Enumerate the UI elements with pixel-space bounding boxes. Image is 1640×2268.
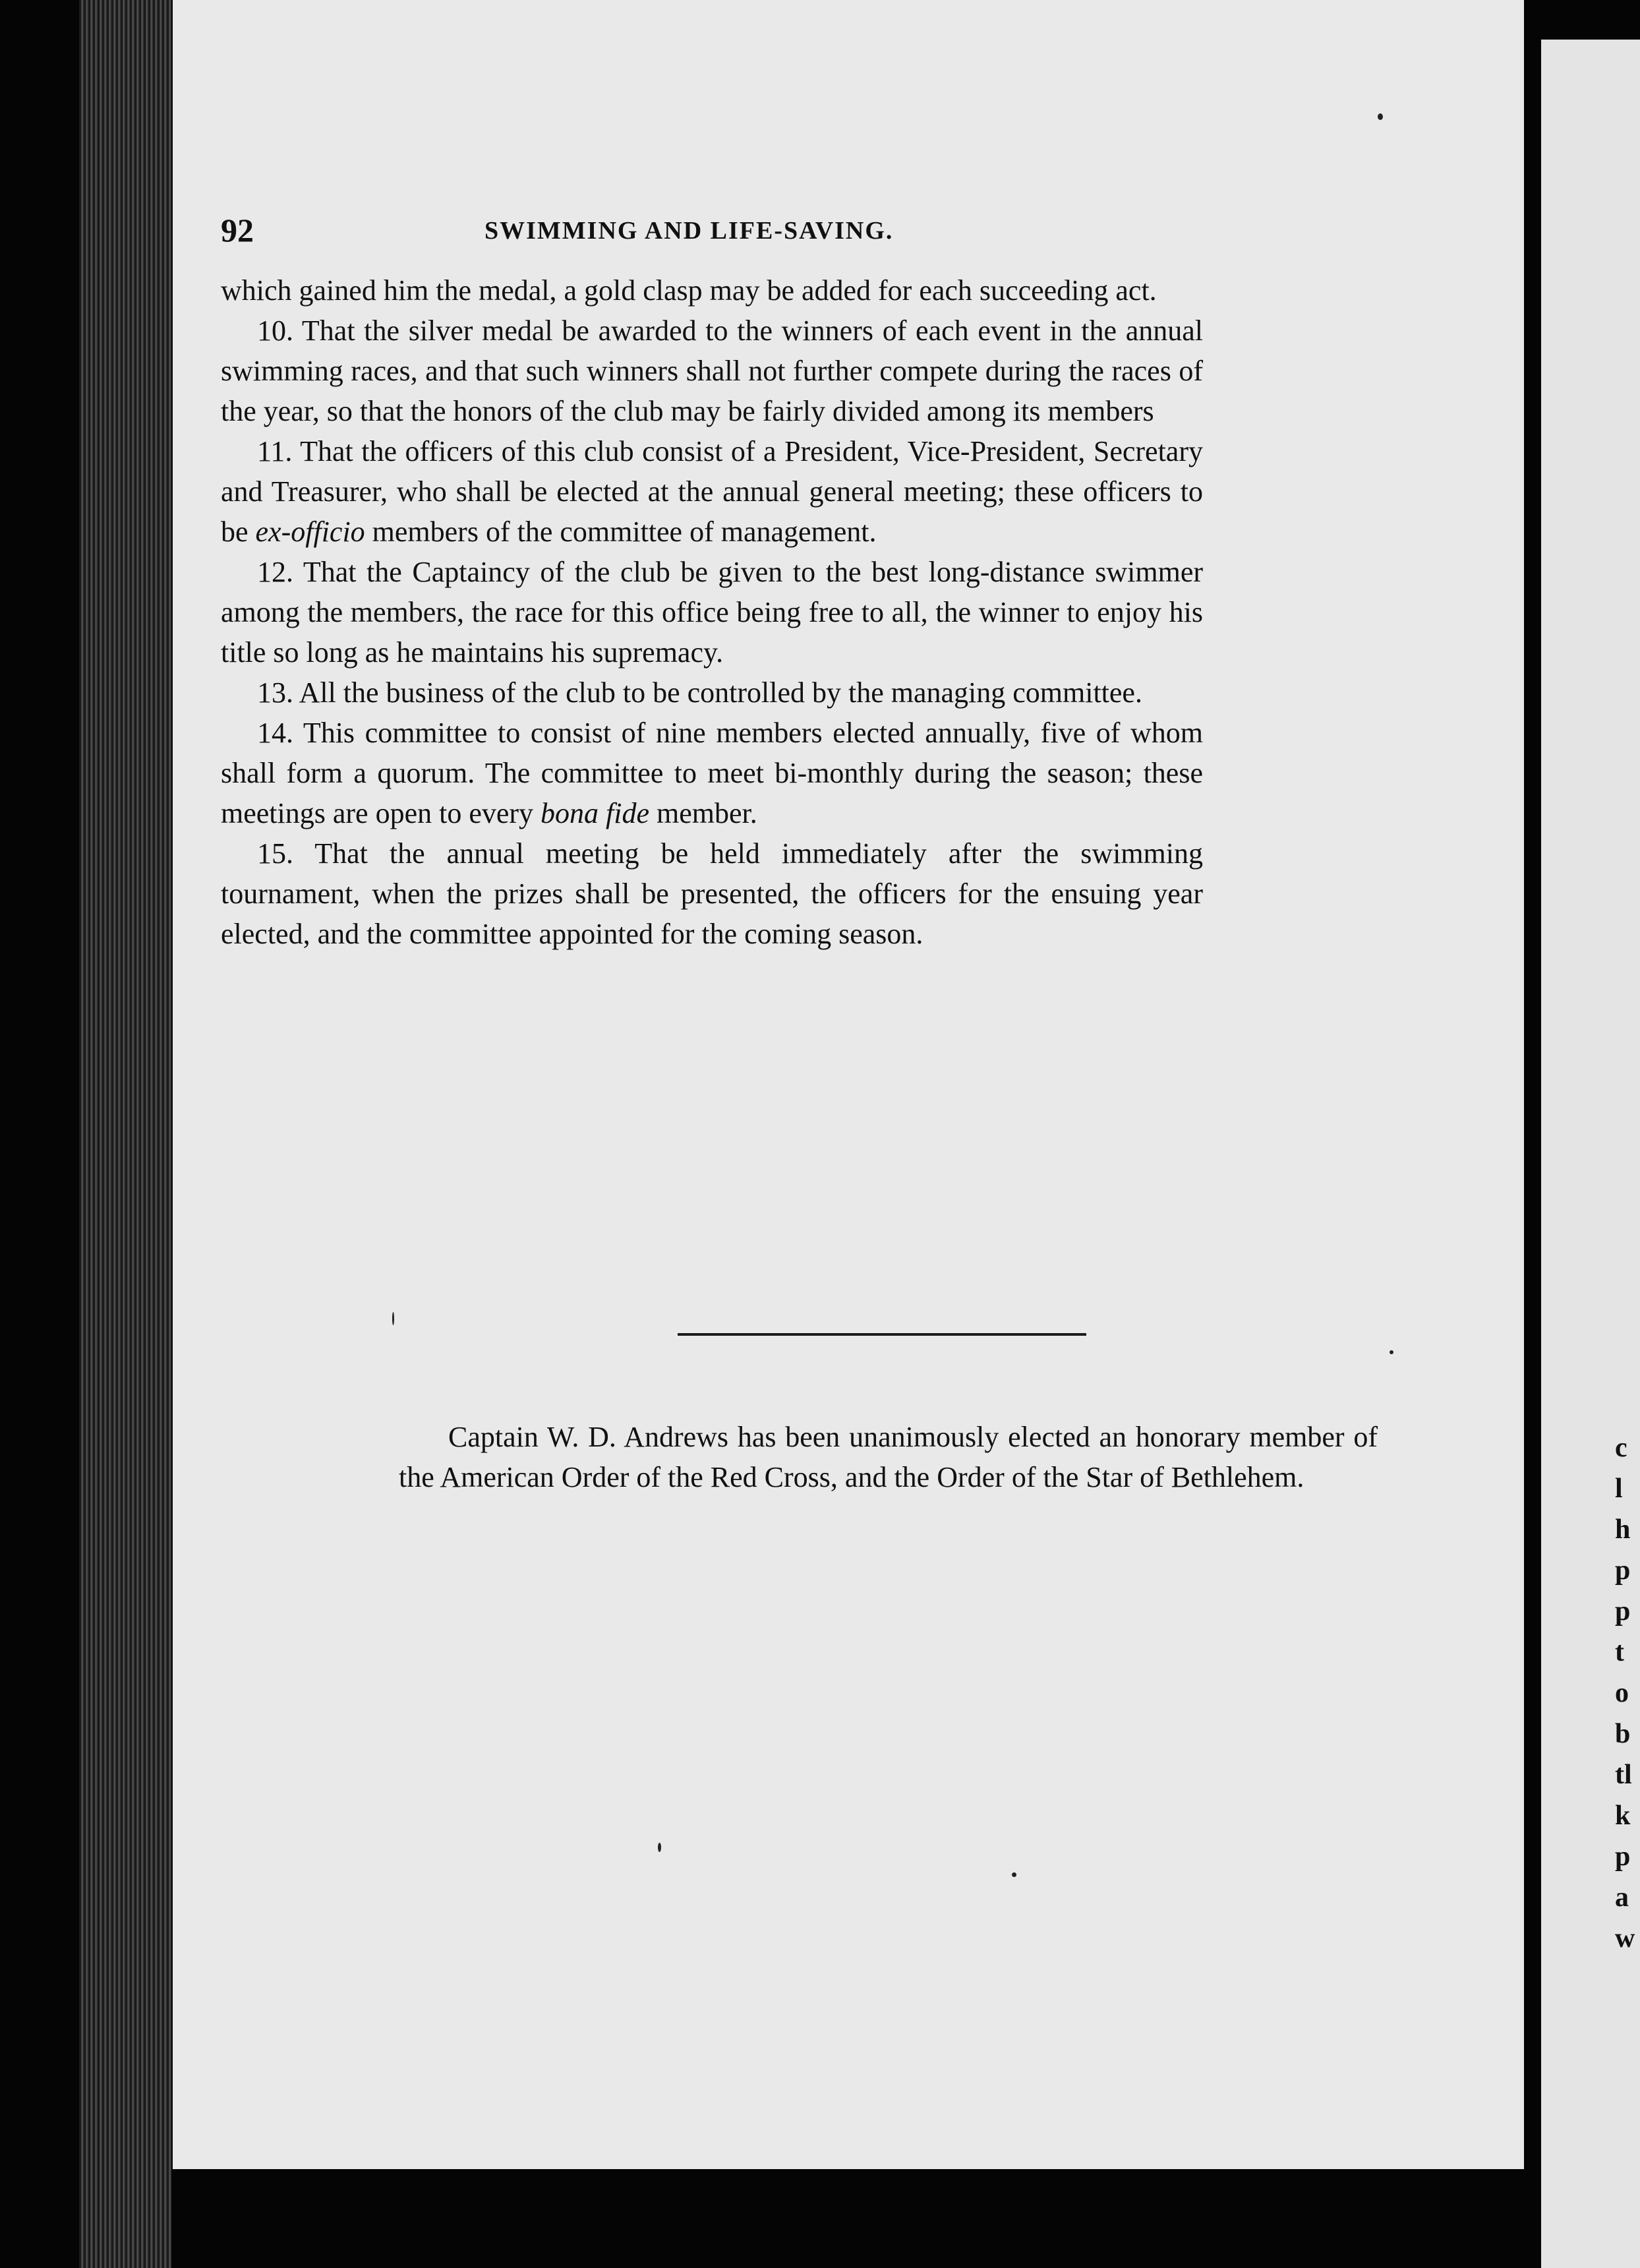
rule-text: All the business of the club to be controlled by the managing committee. — [299, 676, 1142, 709]
rule-italic-term: bona fide — [541, 797, 650, 829]
rule-text: This committee to consist of nine members elected annually, five of whom shall form a quorum. The committee to meet bi-monthly during the season; these meetings are open to every — [221, 717, 1203, 829]
page-content — [221, 211, 1203, 954]
section-divider — [678, 1333, 1086, 1336]
honorary-member-note: Captain W. D. Andrews has been unanimously elected an honorary member of the American Order of the Red Cross, and the Order of the Star of Bethlehem. — [399, 1421, 1378, 1493]
page-number: 92 — [221, 212, 254, 249]
facing-letter: o — [1615, 1678, 1629, 1708]
facing-page-letters — [1615, 1427, 1635, 1959]
running-title: SWIMMING AND LIFE-SAVING. — [484, 217, 894, 245]
ink-speck — [1012, 1872, 1016, 1877]
facing-letter: h — [1615, 1514, 1631, 1545]
rule-11 — [221, 431, 1203, 552]
rule-10 — [221, 311, 1203, 431]
facing-letter: c — [1615, 1433, 1627, 1463]
facing-letter: a — [1615, 1882, 1629, 1913]
page-stack-edge — [79, 0, 171, 2268]
rule-13 — [221, 672, 1203, 713]
rule-number: 14. — [257, 717, 293, 749]
rule-12 — [221, 552, 1203, 672]
ink-speck — [392, 1312, 394, 1325]
rule-14 — [221, 713, 1203, 833]
body-text — [221, 270, 1203, 954]
running-head — [221, 211, 1203, 270]
ink-speck — [658, 1843, 661, 1852]
rule-text: That the officers of this club consist of a President, Vice-President, Secretary and Treasurer, who shall be elected at the annual general meeting; these officers to be — [221, 435, 1203, 548]
continuation-paragraph: which gained him the medal, a gold clasp may be added for each succeeding act. — [221, 274, 1157, 307]
rule-number: 12. — [257, 556, 293, 588]
rule-15 — [221, 833, 1203, 954]
facing-letter: p — [1615, 1596, 1631, 1626]
rule-text: That the silver medal be awarded to the winners of each event in the annual swimming races, and that such winners shall not further compete during the races of the year, so that the honors of the club may be fairly divided among its members — [221, 314, 1203, 427]
ink-speck — [1390, 1350, 1393, 1354]
facing-letter: l — [1615, 1474, 1623, 1504]
facing-letter: b — [1615, 1719, 1631, 1749]
rule-number: 15. — [257, 837, 293, 870]
rule-italic-term: ex-officio — [255, 516, 365, 548]
rule-text: That the Captaincy of the club be given to the best long-distance swimmer among the members, the race for this office being free to all, the winner to enjoy his title so long as he maintains his supremacy. — [221, 556, 1203, 669]
rule-number: 11. — [257, 435, 293, 467]
rule-text-continued: members of the committee of management. — [372, 516, 877, 548]
facing-letter: p — [1615, 1555, 1631, 1586]
rule-text: That the annual meeting be held immediately after the swimming tournament, when the prizes shall be presented, the officers for the ensuing year elected, and the committee appointed for the coming season. — [221, 837, 1203, 950]
facing-letter: p — [1615, 1841, 1631, 1872]
facing-letter: w — [1615, 1923, 1635, 1954]
rule-number: 13. — [257, 676, 293, 709]
rule-number: 10. — [257, 314, 293, 347]
rule-text-continued: member. — [657, 797, 757, 829]
facing-letter: tl — [1615, 1760, 1632, 1790]
facing-letter: k — [1615, 1801, 1631, 1831]
ink-speck — [1378, 113, 1383, 120]
facing-letter: t — [1615, 1637, 1624, 1667]
